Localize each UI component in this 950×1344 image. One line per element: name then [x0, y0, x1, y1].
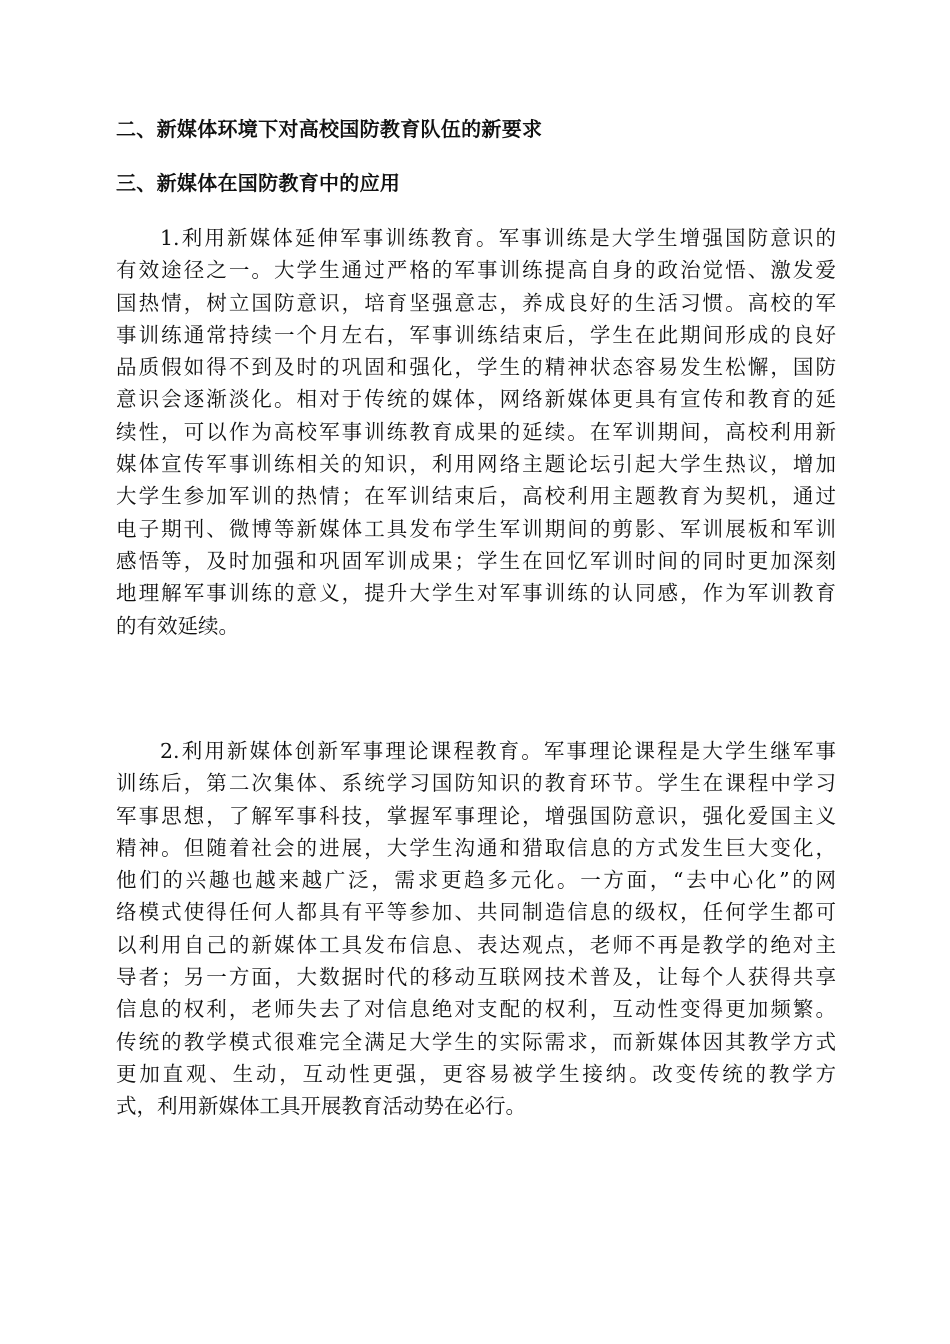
- paragraph-line: 他们的兴趣也越来越广泛，需求更趋多元化。一方面，“去中心化”的网: [116, 868, 836, 893]
- paragraph-military-training: [116, 222, 836, 642]
- paragraph-line: 式，利用新媒体工具开展教育活动势在必行。: [116, 1094, 526, 1119]
- paragraph-line: 续性，可以作为高校军事训练教育成果的延续。在军训期间，高校利用新: [116, 419, 836, 444]
- paragraph-line: 以利用自己的新媒体工具发布信息、表达观点，老师不再是教学的绝对主: [116, 932, 836, 957]
- paragraph-line: 1.利用新媒体延伸军事训练教育。军事训练是大学生增强国防意识的: [160, 226, 836, 250]
- paragraph-line: 络模式使得任何人都具有平等参加、共同制造信息的级权，任何学生都可: [116, 900, 836, 925]
- paragraph-line: 电子期刊、微博等新媒体工具发布学生军训期间的剪影、军训展板和军训: [116, 516, 836, 541]
- paragraph-line: 意识会逐渐淡化。相对于传统的媒体，网络新媒体更具有宣传和教育的延: [116, 387, 836, 412]
- paragraph-line: 的有效延续。: [116, 613, 239, 638]
- paragraph-line: 国热情，树立国防意识，培育坚强意志，养成良好的生活习惯。高校的军: [116, 290, 836, 315]
- paragraph-military-theory: [116, 735, 836, 1123]
- paragraph-line: 感悟等，及时加强和巩固军训成果；学生在回忆军训时间的同时更加深刻: [116, 548, 836, 573]
- paragraph-line: 精神。但随着社会的进展，大学生沟通和猎取信息的方式发生巨大变化，: [116, 835, 836, 860]
- paragraph-line: 传统的教学模式很难完全满足大学生的实际需求，而新媒体因其教学方式: [116, 1029, 836, 1054]
- paragraph-line: 有效途径之一。大学生通过严格的军事训练提高自身的政治觉悟、激发爱: [116, 258, 836, 283]
- paragraph-line: 2.利用新媒体创新军事理论课程教育。军事理论课程是大学生继军事: [160, 739, 836, 763]
- section-heading-2: 二、新媒体环境下对高校国防教育队伍的新要求: [116, 117, 543, 141]
- paragraph-line: 大学生参加军训的热情；在军训结束后，高校利用主题教育为契机，通过: [116, 484, 836, 509]
- paragraph-line: 导者；另一方面，大数据时代的移动互联网技术普及，让每个人获得共享: [116, 965, 836, 990]
- paragraph-line: 训练后，第二次集体、系统学习国防知识的教育环节。学生在课程中学习: [116, 771, 836, 796]
- section-heading-3: 三、新媒体在国防教育中的应用: [116, 171, 401, 195]
- paragraph-line: 更加直观、生动，互动性更强，更容易被学生接纳。改变传统的教学方: [116, 1061, 836, 1086]
- paragraph-line: 事训练通常持续一个月左右，军事训练结束后，学生在此期间形成的良好: [116, 322, 836, 347]
- paragraph-line: 信息的权利，老师失去了对信息绝对支配的权利，互动性变得更加频繁。: [116, 997, 836, 1022]
- paragraph-line: 军事思想，了解军事科技，掌握军事理论，增强国防意识，强化爱国主义: [116, 803, 836, 828]
- paragraph-line: 品质假如得不到及时的巩固和强化，学生的精神状态容易发生松懈，国防: [116, 355, 836, 380]
- paragraph-line: 媒体宣传军事训练相关的知识，利用网络主题论坛引起大学生热议，增加: [116, 452, 836, 477]
- paragraph-line: 地理解军事训练的意义，提升大学生对军事训练的认同感，作为军训教育: [116, 581, 836, 606]
